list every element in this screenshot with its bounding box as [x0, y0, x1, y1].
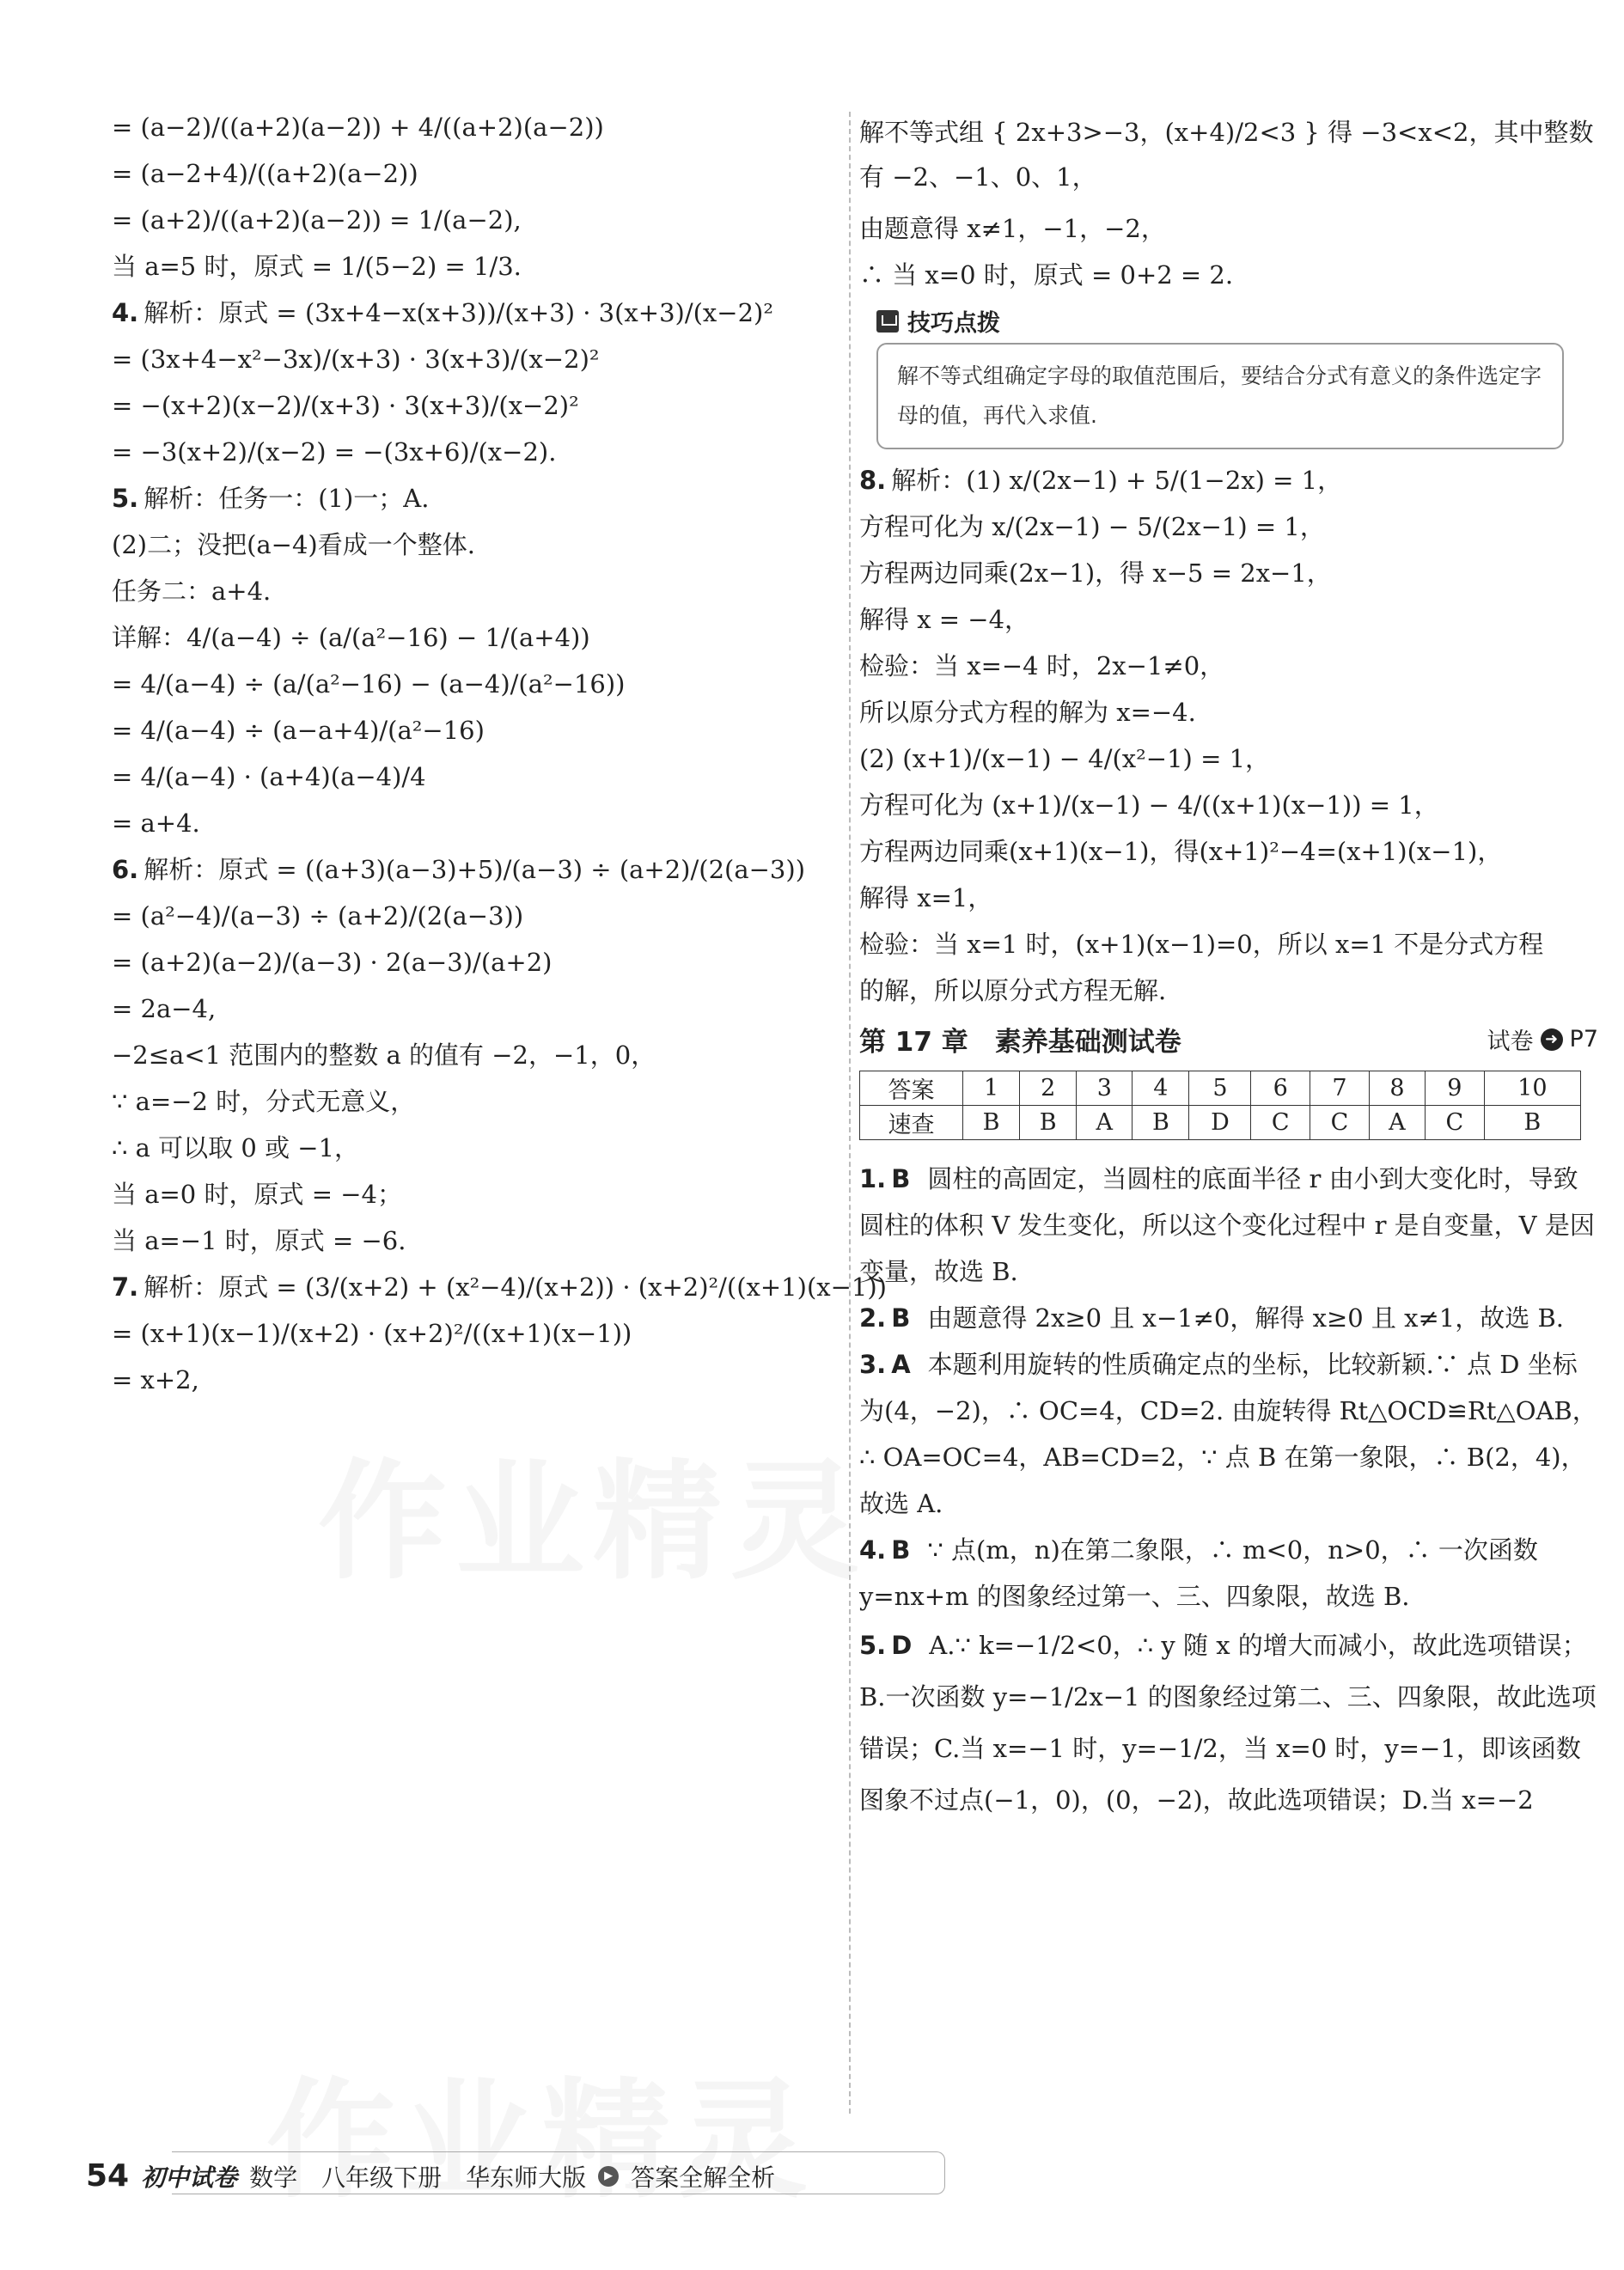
table-cell: B — [1020, 1106, 1077, 1140]
table-cell: B — [1133, 1106, 1189, 1140]
eq-line: = (a²−4)/(a−3) ÷ (a+2)/(2(a−3)) — [112, 901, 524, 931]
answer-text: ∵ 点(m，n)在第二象限，∴ m<0，n>0，∴ 一次函数 y=nx+m 的图象经过第一、三、四象限，故选 B. — [859, 1535, 1538, 1611]
tip-header — [876, 304, 1598, 338]
arrow-right-icon: ➜ — [1541, 1028, 1563, 1051]
answer-4 — [859, 1527, 1598, 1620]
table-cell: B — [963, 1106, 1020, 1140]
eq-line: = (a+2)(a−2)/(a−3) · 2(a−3)/(a+2) — [112, 948, 553, 977]
table-cell: 3 — [1077, 1071, 1133, 1106]
text-line: 解得 x = −4， — [859, 605, 1030, 634]
answer-5 — [859, 1620, 1598, 1826]
answer-table — [859, 1071, 1581, 1140]
text-line: 方程两边同乘(x+1)(x−1)，得(x+1)²−4=(x+1)(x−1)， — [859, 837, 1503, 866]
table-cell: A — [1369, 1106, 1425, 1140]
text-line: ∴ 当 x=0 时，原式 = 0+2 = 2. — [859, 260, 1234, 290]
eq-line: = 4/(a−4) ÷ (a/(a²−16) − (a−4)/(a²−16)) — [112, 669, 626, 699]
watermark — [318, 1418, 868, 1603]
table-head: 速查 — [860, 1106, 963, 1140]
text-line: 当 a=−1 时，原式 = −6. — [112, 1226, 406, 1255]
text-line: (2)二；没把(a−4)看成一个整体. — [112, 530, 475, 559]
tip-text: 解不等式组确定字母的取值范围后，要结合分式有意义的条件选定字母的值，再代入求值. — [897, 363, 1542, 428]
eq-line: 当 a=5 时，原式 = 1/(5−2) = 1/3. — [112, 252, 522, 281]
question-text: 解析：任务一：(1)一；A. — [143, 484, 430, 513]
table-cell: 8 — [1369, 1071, 1425, 1106]
question-number: 4. — [112, 298, 139, 327]
footer-brand: 初中试卷 — [141, 2163, 238, 2192]
table-cell: C — [1251, 1106, 1310, 1140]
answer-text: 本题利用旋转的性质确定点的坐标，比较新颖.∵ 点 D 坐标为(4，−2)，∴ OC=4，CD=2. 由旋转得 Rt△OCD≌Rt△OAB，∴ OA=OC=4，AB=CD=2，∵ 点 B 在第一象限，∴ B(2，4)，故选 A. — [859, 1350, 1597, 1518]
question-text: 解析：原式 = (3/(x+2) + (x²−4)/(x+2)) · (x+2)²/((x+1)(x−1)) — [143, 1272, 887, 1302]
answer-number: 1. — [859, 1164, 887, 1193]
eq-line: = 2a−4, — [112, 994, 217, 1023]
answer-choice: B — [891, 1164, 911, 1193]
answer-3 — [859, 1341, 1598, 1527]
text-line: −2≤a<1 范围内的整数 a 的值有 −2，−1，0， — [112, 1040, 656, 1070]
text-line: 当 a=0 时，原式 = −4； — [112, 1180, 402, 1209]
text-line: 检验：当 x=1 时，(x+1)(x−1)=0，所以 x=1 不是分式方程 — [859, 930, 1544, 959]
table-cell: 4 — [1133, 1071, 1189, 1106]
chapter-title: 第 17 章 素养基础测试卷 — [859, 1027, 1181, 1058]
answer-choice: A — [891, 1350, 911, 1379]
question-5 — [112, 481, 851, 516]
question-4 — [112, 296, 851, 330]
text-line: ∴ a 可以取 0 或 −1， — [112, 1133, 360, 1162]
eq-line: = 4/(a−4) ÷ (a−a+4)/(a²−16) — [112, 716, 485, 745]
table-cell: 5 — [1189, 1071, 1251, 1106]
tip-title: 技巧点拨 — [907, 310, 1000, 337]
text-line: 由题意得 x≠1，−1，−2， — [859, 214, 1166, 243]
table-row — [860, 1106, 1581, 1140]
text-line: 检验：当 x=−4 时，2x−1≠0， — [859, 651, 1225, 680]
play-icon: ▶ — [598, 2166, 619, 2187]
question-text: 解析：原式 = (3x+4−x(x+3))/(x+3) · 3(x+3)/(x−2)² — [143, 298, 773, 327]
answer-choice: B — [891, 1303, 911, 1333]
eq-line: 方程可化为 x/(2x−1) − 5/(2x−1) = 1， — [859, 512, 1325, 541]
table-cell: 9 — [1425, 1071, 1484, 1106]
table-cell: B — [1484, 1106, 1580, 1140]
text-line: 所以原分式方程的解为 x=−4. — [859, 698, 1196, 727]
answer-text: 圆柱的高固定，当圆柱的底面半径 r 由小到大变化时，导致圆柱的体积 V 发生变化，所以这个变化过程中 r 是自变量，V 是因变量，故选 B. — [859, 1164, 1595, 1286]
answer-text: A.∵ k=−1/2<0，∴ y 随 x 的增大而减小，故此选项错误；B.一次函数 y=−1/2x−1 的图象经过第二、三、四象限，故此选项错误；C.当 x=−1 时，y=−1/2，当 x=0 时，y=−1，即该函数图象不过点(−1，0)，(0，−2)，故此选项错误；D.当 x=−2 — [859, 1631, 1597, 1815]
eq-line: = (3x+4−x²−3x)/(x+3) · 3(x+3)/(x−2)² — [112, 345, 600, 374]
table-cell: 7 — [1310, 1071, 1370, 1106]
eq-line: 方程可化为 (x+1)/(x−1) − 4/((x+1)(x−1)) = 1， — [859, 790, 1439, 820]
eq-line: = −(x+2)(x−2)/(x+3) · 3(x+3)/(x−2)² — [112, 391, 579, 420]
table-cell: C — [1310, 1106, 1370, 1140]
answer-number: 2. — [859, 1303, 887, 1333]
text-line: ∵ a=−2 时，分式无意义， — [112, 1087, 416, 1116]
eq-line: = a+4. — [112, 809, 200, 838]
tip-icon — [876, 310, 899, 333]
eq-line: = (a−2)/((a+2)(a−2)) + 4/((a+2)(a−2)) — [112, 113, 604, 142]
eq-line: = (a−2+4)/((a+2)(a−2)) — [112, 159, 418, 188]
table-row — [860, 1071, 1581, 1106]
question-number: 6. — [112, 855, 139, 884]
tip-box — [876, 343, 1564, 449]
text-line: 方程两边同乘(2x−1)，得 x−5 = 2x−1， — [859, 558, 1332, 588]
question-text: 解析：(1) x/(2x−1) + 5/(1−2x) = 1， — [891, 466, 1343, 495]
table-cell: 10 — [1484, 1071, 1580, 1106]
answer-number: 4. — [859, 1535, 887, 1565]
page-number: 54 — [86, 2158, 130, 2194]
table-cell: 1 — [963, 1071, 1020, 1106]
question-text: 解析：原式 = ((a+3)(a−3)+5)/(a−3) ÷ (a+2)/(2(a−3)) — [143, 855, 806, 884]
text-line: 解不等式组 { 2x+3>−3，(x+4)/2<3 } 得 −3<x<2，其中整数有 −2、−1、0、1， — [859, 118, 1594, 192]
eq-line: (2) (x+1)/(x−1) − 4/(x²−1) = 1， — [859, 744, 1271, 773]
table-cell: 6 — [1251, 1071, 1310, 1106]
answer-number: 5. — [859, 1631, 887, 1660]
answer-2 — [859, 1295, 1598, 1341]
chapter-ref-label: 试卷 — [1487, 1028, 1534, 1055]
answer-text: 由题意得 2x≥0 且 x−1≠0，解得 x≥0 且 x≠1，故选 B. — [927, 1303, 1564, 1333]
answer-choice: D — [891, 1631, 913, 1660]
question-7 — [112, 1270, 887, 1304]
chapter-ref — [1487, 1022, 1598, 1056]
table-head: 答案 — [860, 1071, 963, 1106]
left-column — [112, 103, 887, 1409]
table-cell: A — [1077, 1106, 1133, 1140]
eq-line: = x+2, — [112, 1365, 199, 1394]
table-cell: C — [1425, 1106, 1484, 1140]
text-line: 的解，所以原分式方程无解. — [859, 976, 1167, 1005]
question-number: 5. — [112, 484, 139, 513]
answer-number: 3. — [859, 1350, 887, 1379]
text-line: 任务二：a+4. — [112, 577, 272, 606]
text-line: 解得 x=1， — [859, 883, 993, 912]
question-number: 8. — [859, 466, 887, 495]
chapter-header — [859, 1020, 1598, 1059]
eq-line: = −3(x+2)/(x−2) = −(3x+6)/(x−2). — [112, 437, 557, 467]
right-column — [859, 103, 1598, 1826]
question-8 — [859, 463, 1598, 497]
question-number: 7. — [112, 1272, 139, 1302]
answer-1 — [859, 1156, 1598, 1295]
question-6 — [112, 852, 851, 887]
eq-line: = (a+2)/((a+2)(a−2)) = 1/(a−2), — [112, 205, 522, 235]
eq-line: = (x+1)(x−1)/(x+2) · (x+2)²/((x+1)(x−1)) — [112, 1319, 632, 1348]
table-cell: 2 — [1020, 1071, 1077, 1106]
footer-subject: 数学 八年级下册 华东师大版 — [249, 2163, 587, 2192]
footer — [86, 2158, 775, 2194]
footer-tail: 答案全解全析 — [631, 2163, 776, 2192]
eq-line: 详解：4/(a−4) ÷ (a/(a²−16) − 1/(a+4)) — [112, 623, 590, 652]
table-cell: D — [1189, 1106, 1251, 1140]
answer-choice: B — [891, 1535, 911, 1565]
eq-line: = 4/(a−4) · (a+4)(a−4)/4 — [112, 762, 426, 791]
chapter-ref-page: P7 — [1569, 1026, 1598, 1053]
